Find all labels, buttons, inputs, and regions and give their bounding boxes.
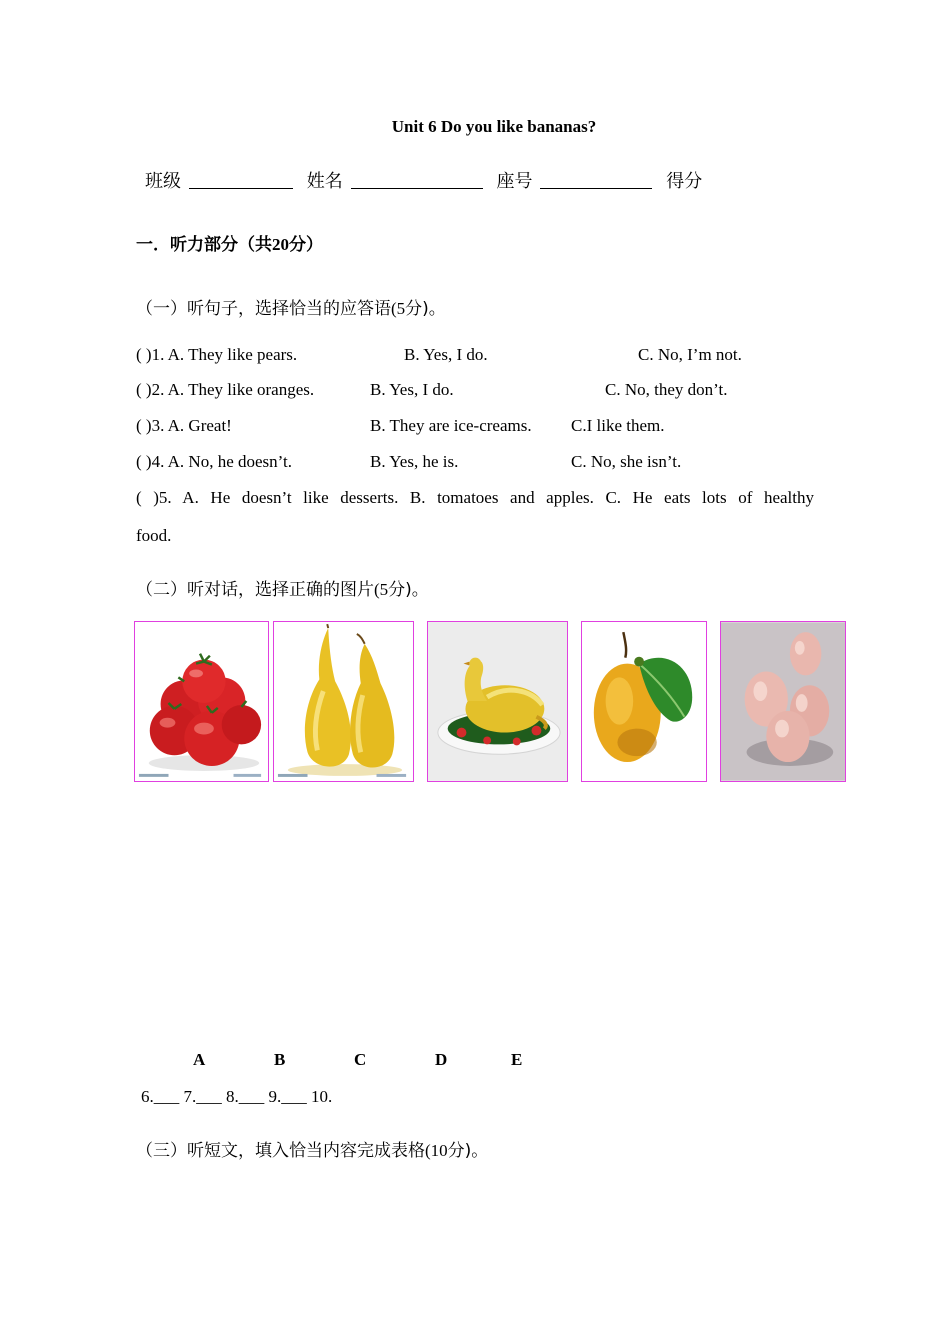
section-heading-listening [136,230,323,255]
question-5-line-2: food. [136,526,172,545]
part2-heading-text: （二）听对话，选择正确的图片 [136,580,374,600]
picture-e-eggs [720,621,846,782]
part1-heading [136,294,446,319]
seat-blank[interactable] [540,170,652,189]
question-4-option-c: C. No, she isn’t. [571,452,682,471]
answer-line-6-10[interactable]: 6.___ 7.___ 8.___ 9.___ 10. [141,1087,333,1106]
picture-letter-a: A [193,1050,206,1069]
student-info-row [145,167,702,193]
picture-c-chicken [427,621,568,782]
section-heading-suffix: 分） [289,235,323,255]
part1-heading-suffix: 分)。 [405,299,446,319]
question-3-stem: ( )3. A. Great! [136,416,232,435]
picture-letter-c: C [354,1050,367,1069]
picture-a-tomatoes [134,621,269,782]
question-4-option-b: B. Yes, he is. [370,452,459,471]
question-5-line-1: ( )5. A. He doesn’t like desserts. B. tomatoes and apples. C. He eats lots of healthy [136,488,814,507]
seat-label: 座号 [496,171,533,192]
part3-heading-text: （三）听短文，填入恰当内容完成表格 [136,1141,425,1161]
part1-heading-text: （一）听句子，选择恰当的应答语 [136,299,391,319]
part3-heading-points: (10 [425,1141,448,1160]
part3-heading [136,1136,488,1161]
section-heading-points: 20 [272,235,289,254]
question-3-option-b: B. They are ice-creams. [370,416,532,435]
name-blank[interactable] [351,170,483,189]
part3-heading-suffix: 分)。 [447,1141,489,1161]
name-label: 姓名 [306,171,343,192]
picture-b-pears [273,621,414,782]
question-2-option-c: C. No, they don’t. [605,380,728,399]
picture-letter-e: E [511,1050,523,1069]
question-1-option-c: C. No, I’m not. [638,345,742,364]
class-blank[interactable] [189,170,293,189]
part2-heading [136,575,429,600]
question-3-option-c: C.I like them. [571,416,665,435]
picture-d-orange [581,621,707,782]
part2-heading-points: (5 [374,580,389,599]
picture-letter-b: B [274,1050,286,1069]
question-4-stem: ( )4. A. No, he doesn’t. [136,452,292,471]
question-1-option-b: B. Yes, I do. [404,345,488,364]
question-2-option-b: B. Yes, I do. [370,380,454,399]
question-1-stem: ( )1. A. They like pears. [136,345,298,364]
class-label: 班级 [145,171,181,192]
part2-heading-suffix: 分)。 [388,580,429,600]
page-title: Unit 6 Do you like bananas? [391,117,597,136]
section-heading-prefix: 一．听力部分（共 [136,235,272,255]
picture-letter-d: D [435,1050,448,1069]
part1-heading-points: (5 [391,299,406,318]
question-2-stem: ( )2. A. They like oranges. [136,380,315,399]
score-label: 得分 [666,171,703,192]
